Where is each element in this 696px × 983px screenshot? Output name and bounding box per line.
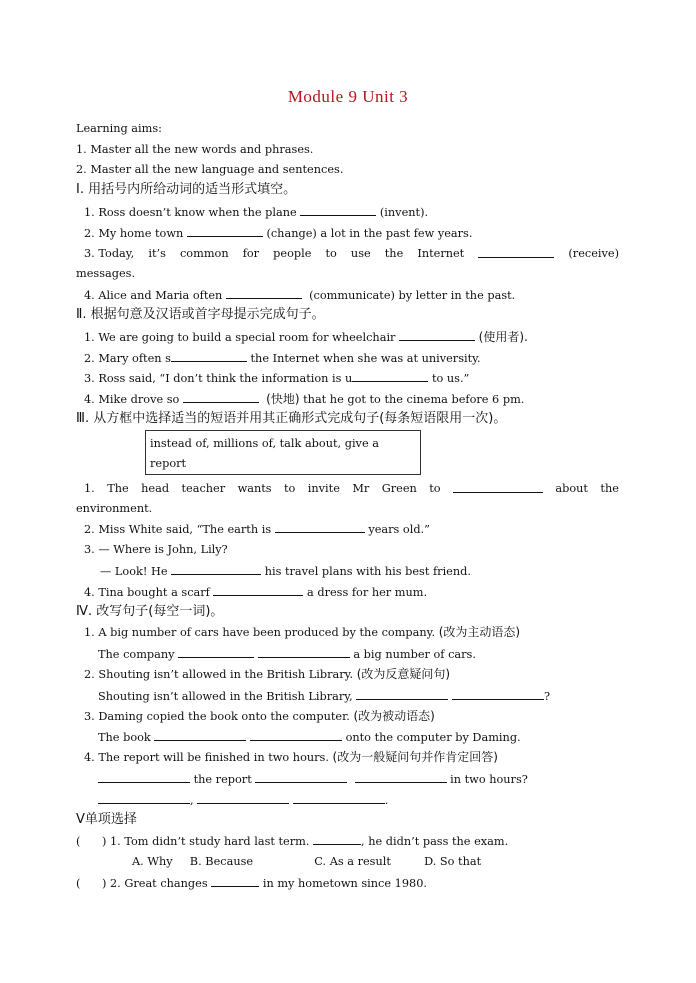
answer-blank[interactable] [355,771,447,783]
aim-item: 1. Master all the new words and phrases. [76,143,314,156]
answer-blank[interactable] [178,646,254,658]
s3-question-3: 3. — Where is John, Lily? [84,543,228,556]
option-a[interactable]: A. Why [132,855,173,868]
section-2-heading: Ⅱ. 根据句意及汉语或首字母提示完成句子。 [76,307,325,322]
s2-question-4: 4. Mike drove so (快地) that he got to the cinema before 6 pm. [84,392,525,406]
s3-question-4: 4. Tina bought a scarf a dress for her mum. [84,586,428,599]
answer-paren[interactable]: ( ) [76,877,107,890]
s4-question-1-answer: The company a big number of cars. [98,648,476,661]
s1-question-4: 4. Alice and Maria often (communicate) by letter in the past. [84,289,516,302]
option-b[interactable]: B. Because [189,855,254,868]
s1-question-3: 3. Today, it’s common for people to use the Internet (receive) [84,247,619,260]
answer-paren[interactable]: ( ) [76,835,107,848]
answer-blank[interactable] [255,771,347,783]
answer-blank[interactable] [258,646,350,658]
answer-blank[interactable] [226,287,302,299]
s5-question-2: ( ) 2. Great changes in my hometown since 1980. [76,877,427,890]
section-1-heading: Ⅰ. 用括号内所给动词的适当形式填空。 [76,182,297,197]
answer-blank[interactable] [300,204,376,216]
s1-question-1: 1. Ross doesn’t know when the plane (invent). [84,206,429,219]
s2-question-1: 1. We are going to build a special room for wheelchair (使用者). [84,330,528,344]
answer-blank[interactable] [211,875,259,887]
answer-blank[interactable] [187,225,263,237]
answer-blank[interactable] [98,771,190,783]
s4-question-3: 3. Daming copied the book onto the computer. (改为被动语态) [84,709,435,723]
answer-blank[interactable] [171,563,261,575]
section-3-heading: Ⅲ. 从方框中选择适当的短语并用其正确形式完成句子(每条短语限用一次)。 [76,411,507,426]
s2-question-3: 3. Ross said, “I don’t think the information is u to us.” [84,372,470,385]
answer-blank[interactable] [313,833,361,845]
answer-blank[interactable] [293,792,385,804]
s1-question-2: 2. My home town (change) a lot in the past few years. [84,227,473,240]
s4-question-3-answer: The book onto the computer by Daming. [98,731,521,744]
s4-question-2-answer: Shouting isn’t allowed in the British Library, ? [98,690,550,703]
s3-question-1-cont: environment. [76,502,153,515]
answer-blank[interactable] [356,688,448,700]
answer-blank[interactable] [453,481,543,493]
answer-blank[interactable] [275,521,365,533]
s2-question-2: 2. Mary often s the Internet when she was at university. [84,352,481,365]
answer-blank[interactable] [154,729,246,741]
aims-heading: Learning aims: [76,122,162,135]
answer-blank[interactable] [399,329,475,341]
s4-question-1: 1. A big number of cars have been produced by the company. (改为主动语态) [84,625,521,639]
answer-blank[interactable] [250,729,342,741]
page-title: Module 9 Unit 3 [287,87,409,106]
answer-blank[interactable] [452,688,544,700]
answer-blank[interactable] [171,350,247,362]
s4-question-4-answer: the report in two hours? [98,771,528,787]
section-5-heading: Ⅴ单项选择 [76,812,137,827]
option-d[interactable]: D. So that [424,855,482,868]
s3-question-3-reply: — Look! He his travel plans with his best friend. [100,565,471,578]
s1-question-3-cont: messages. [76,267,136,280]
s3-question-1: 1. The head teacher wants to invite Mr Green to about the [84,482,619,495]
answer-blank[interactable] [352,370,428,382]
answer-blank[interactable] [478,246,554,258]
answer-blank[interactable] [183,391,259,403]
s5-question-1-options [132,854,481,869]
answer-blank[interactable] [213,584,303,596]
answer-blank[interactable] [98,792,190,804]
section-4-heading: Ⅳ. 改写句子(每空一词)。 [76,604,224,619]
phrase-box: instead of, millions of, talk about, give a report [145,430,421,475]
s5-question-1: ( ) 1. Tom didn’t study hard last term. , he didn’t pass the exam. [76,835,509,848]
s4-question-4: 4. The report will be finished in two hours. (改为一般疑问句并作肯定回答) [84,750,498,764]
s3-question-2: 2. Miss White said, “The earth is years old.” [84,523,430,536]
s4-question-4-reply: , . [98,792,388,808]
aim-item: 2. Master all the new language and sentences. [76,163,344,176]
s4-question-2: 2. Shouting isn’t allowed in the British Library. (改为反意疑问句) [84,667,451,681]
answer-blank[interactable] [197,792,289,804]
option-c[interactable]: C. As a result [314,855,391,868]
